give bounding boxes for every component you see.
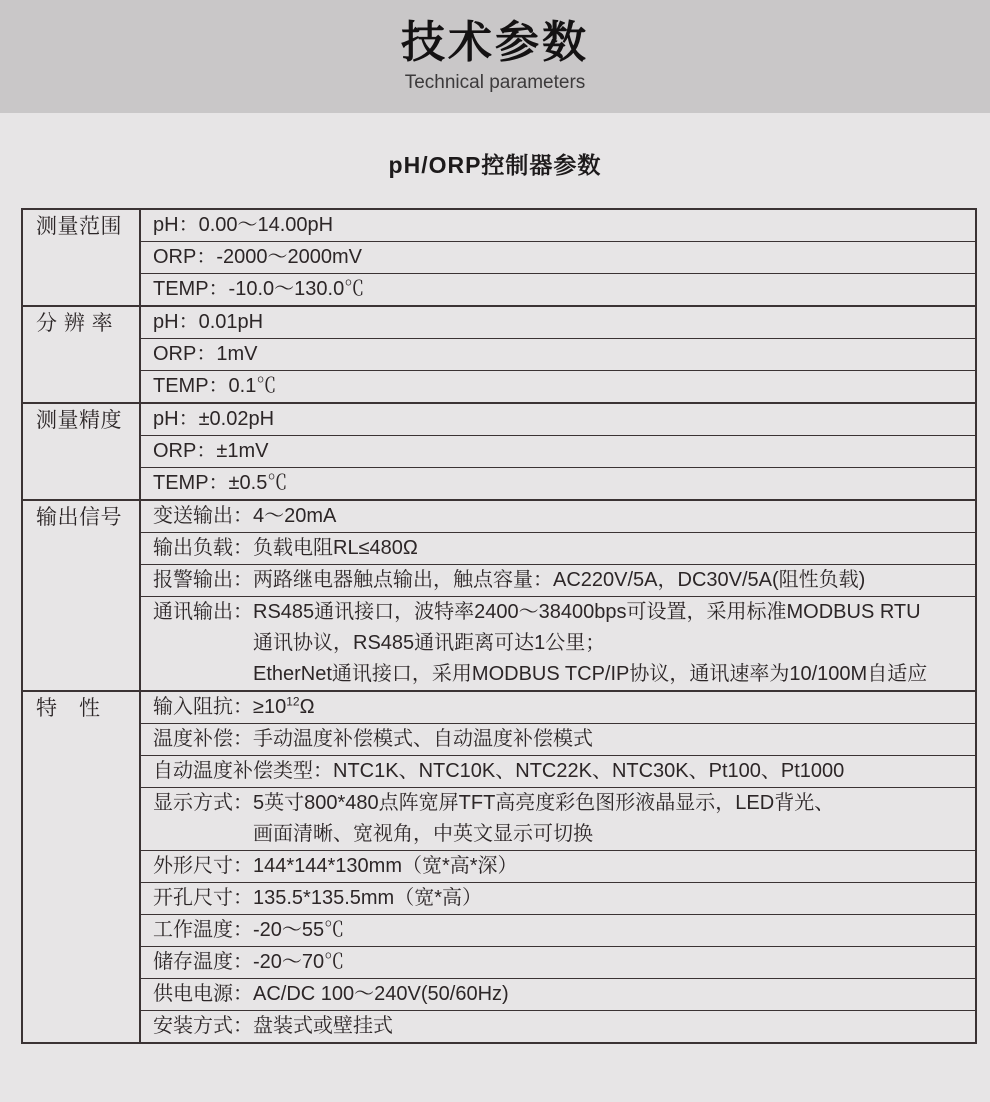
category-label: 特 性: [23, 692, 141, 1042]
spec-row: 自动温度补偿类型：NTC1K、NTC10K、NTC22K、NTC30K、Pt100、Pt1000: [141, 756, 975, 788]
superscript: 12: [286, 694, 300, 709]
spec-table: [21, 208, 977, 1044]
spec-row-label: 显示方式：: [153, 792, 253, 814]
spec-row: 温度补偿：手动温度补偿模式、自动温度补偿模式: [141, 724, 975, 756]
spec-row: ORP：-2000～2000mV: [141, 242, 975, 274]
category-label: 测量范围: [23, 210, 141, 305]
category-rows: [141, 404, 975, 499]
spec-row: 安装方式：盘装式或壁挂式: [153, 1015, 393, 1037]
spec-row-line: RS485通讯接口，波特率2400～38400bps可设置，采用标准MODBUS RTU: [253, 601, 921, 623]
spec-row: 变送输出：4～20mA: [141, 501, 975, 533]
spec-row: 工作温度：-20～55℃: [141, 915, 975, 947]
spec-row: 输入阻抗：$\ge 10^{12}\Omega$: [141, 692, 975, 724]
table-category: [23, 501, 975, 692]
spec-row-lines: [253, 597, 975, 690]
spec-row: TEMP：-10.0～130.0℃: [153, 278, 365, 300]
spec-row-line: 画面清晰、宽视角，中英文显示可切换: [253, 823, 593, 845]
spec-row: TEMP：±0.5℃: [153, 472, 288, 494]
spec-row-line: 5英寸800*480点阵宽屏TFT高亮度彩色图形液晶显示，LED背光、: [253, 792, 835, 814]
category-label: 分 辨 率: [23, 307, 141, 402]
category-rows: [141, 210, 975, 305]
header-band: [0, 0, 990, 113]
spec-row-label: 通讯输出：: [153, 601, 253, 623]
spec-row: 开孔尺寸：135.5*135.5mm（宽*高）: [141, 883, 975, 915]
spec-row: 供电电源：AC/DC 100～240V(50/60Hz): [141, 979, 975, 1011]
spec-row: 外形尺寸：144*144*130mm（宽*高*深）: [141, 851, 975, 883]
category-rows: [141, 501, 975, 690]
spec-row: 报警输出：两路继电器触点输出，触点容量：AC220V/5A，DC30V/5A(阻性负载): [141, 565, 975, 597]
section-title: pH/ORP控制器参数: [388, 152, 602, 178]
spec-row: ORP：±1mV: [141, 436, 975, 468]
spec-row-line: 通讯协议，RS485通讯距离可达1公里；: [253, 632, 606, 654]
category-label: 输出信号: [23, 501, 141, 690]
table-category: [23, 404, 975, 501]
spec-row: [141, 597, 975, 690]
spec-row: TEMP：0.1℃: [153, 375, 277, 397]
spec-row: pH：0.00～14.00pH: [141, 210, 975, 242]
table-category: [23, 210, 975, 307]
spec-row: pH：±0.02pH: [141, 404, 975, 436]
spec-row: ORP：1mV: [141, 339, 975, 371]
category-rows: [141, 692, 975, 1042]
spec-row: pH：0.01pH: [141, 307, 975, 339]
table-category: [23, 692, 975, 1042]
spec-row-line: EtherNet通讯接口，采用MODBUS TCP/IP协议，通讯速率为10/100M自适应: [253, 663, 928, 685]
spec-row: [141, 788, 975, 851]
spec-row: 储存温度：-20～70℃: [141, 947, 975, 979]
category-rows: [141, 307, 975, 402]
table-category: [23, 307, 975, 404]
page-subtitle: Technical parameters: [404, 71, 586, 93]
category-label: 测量精度: [23, 404, 141, 499]
page-title: 技术参数: [401, 18, 589, 68]
spec-row-lines: [253, 788, 975, 850]
spec-row: 输出负载：负载电阻RL≤480Ω: [141, 533, 975, 565]
